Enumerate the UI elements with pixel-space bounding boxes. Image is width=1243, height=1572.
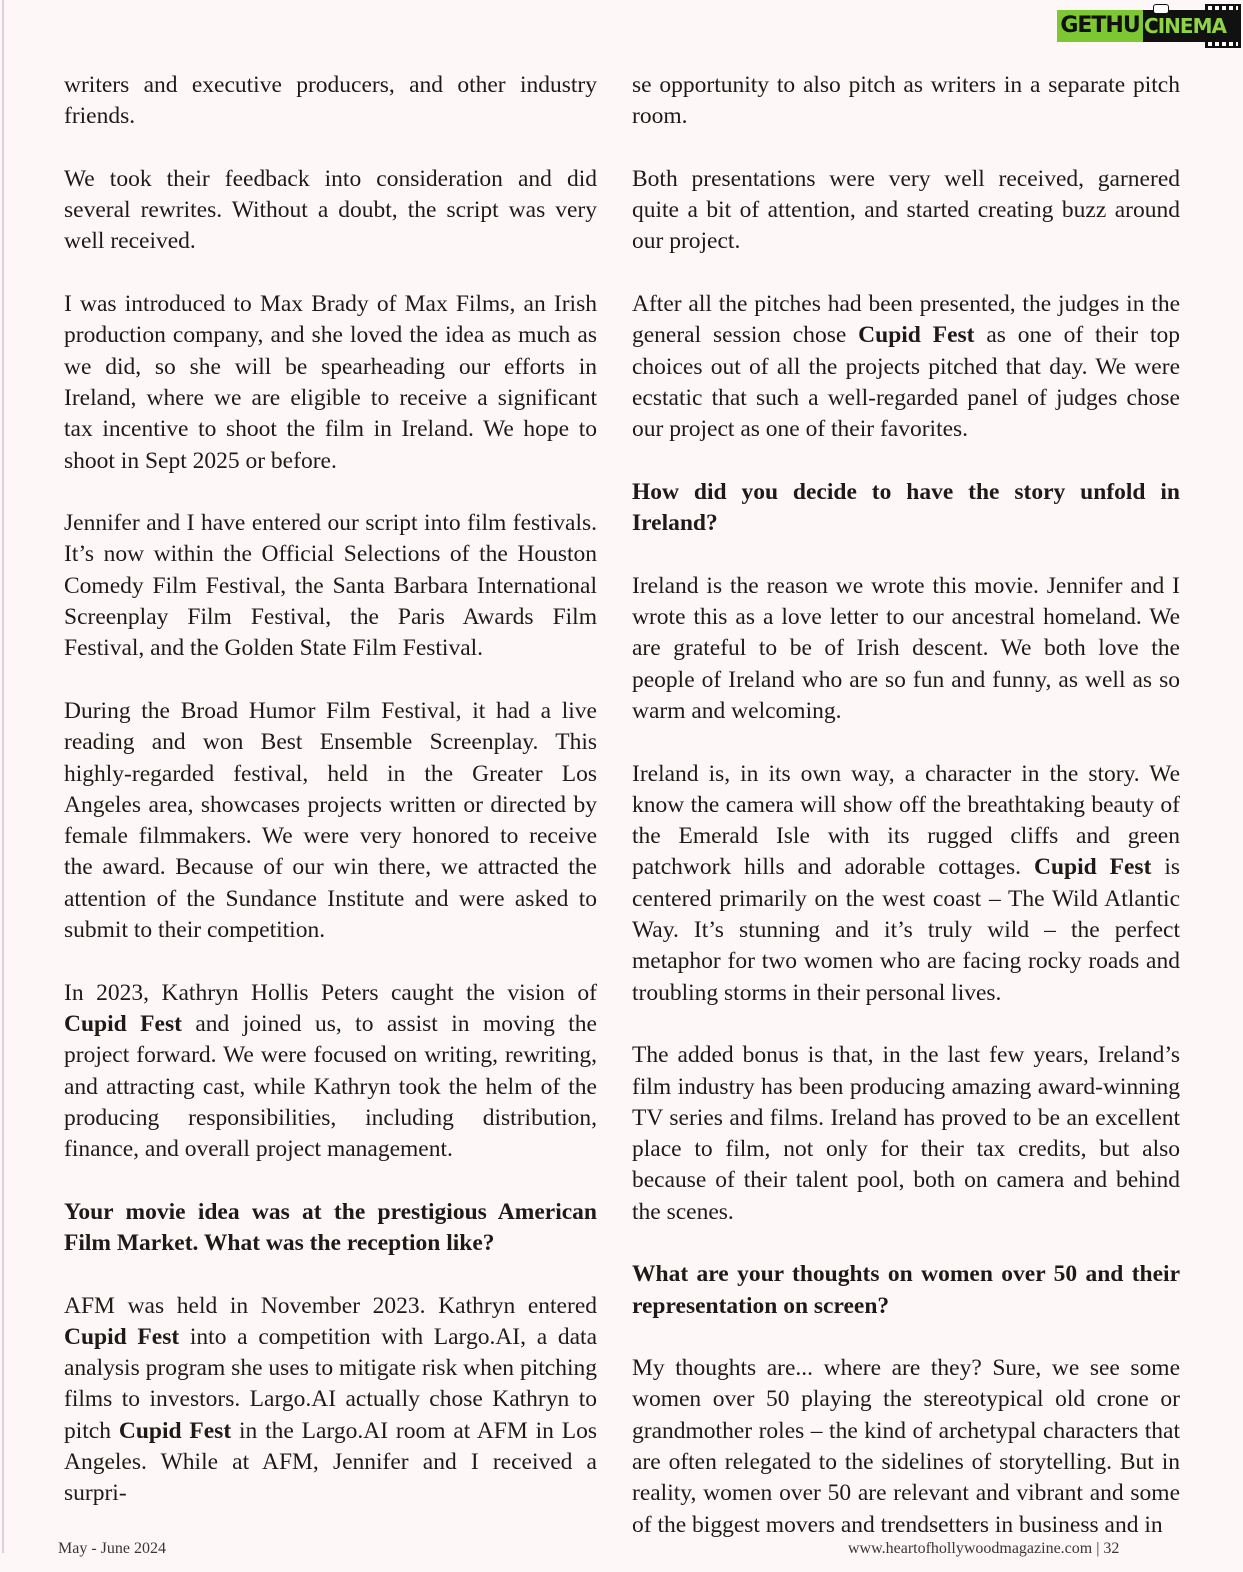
interview-question: Your movie idea was at the prestigious American Film Market. What was the reception like? [64,1198,597,1256]
article-column-left [64,70,597,1541]
footer-issue-date: May - June 2024 [58,1540,166,1557]
article-column-right [632,70,1180,1572]
footer-website-page: www.heartofhollywoodmagazine.com | 32 [848,1540,1120,1557]
title-cupid-fest: Cupid Fest [1034,854,1152,881]
paragraph: Ireland is the reason we wrote this movie. Jennifer and I wrote this as a love letter to our ancestral homeland. We are grateful to be of Irish descent. We both love the people of Ireland who are so fun and funny, as well as so warm and welcoming. [632,572,1180,724]
paragraph: In 2023, Kathryn Hollis Peters caught the vision of Cupid Fest and joined us, to assist in moving the project forward. We were focused on writing, rewriting, and attracting cast, while Kathryn took the helm of the producing responsibilities, including distribution, finance, and overall project management. [64,979,597,1163]
interview-question: What are your thoughts on women over 50 and their representation on screen? [632,1261,1180,1319]
paragraph: writers and executive producers, and other industry friends. [64,72,597,130]
title-cupid-fest: Cupid Fest [118,1417,232,1444]
paragraph: We took their feedback into consideration and did several rewrites. Without a doubt, the script was very well received. [64,165,597,255]
gethu-cinema-logo [1057,4,1243,48]
logo-text-gethu: GETHU [1057,10,1143,42]
paragraph: My thoughts are... where are they? Sure, we see some women over 50 playing the stereotypical old crone or grandmother roles – the kind of archetypal characters that are often relegated to the sidelines of storytelling. But in reality, women over 50 are relevant and vibrant and some of the biggest movers and trendsetters in business and in [632,1355,1180,1538]
page-edge-line [2,0,4,1553]
paragraph: AFM was held in November 2023. Kathryn entered Cupid Fest into a competition with Largo.AI, a data analysis program she uses to mitigate risk when pitching films to investors. Largo.AI actually chose Kathryn to pitch Cupid Fest in the Largo.AI room at AFM in Los Angeles. While at AFM, Jennifer and I received a surpri- [64,1292,598,1507]
logo-text-cinema: CINEMA [1143,10,1227,42]
title-cupid-fest: Cupid Fest [64,1323,180,1350]
interview-question: How did you decide to have the story unfold in Ireland? [632,478,1180,537]
title-cupid-fest: Cupid Fest [858,322,975,349]
paragraph: Ireland is, in its own way, a character in the story. We know the camera will show off the breathtaking beauty of the Emerald Isle with its rugged cliffs and green patchwork hills and adorable cottages. Cupid Fest is centered primarily on the west coast – The Wild Atlantic Way. It’s stunning and it’s truly wild – the perfect metaphor for two women who are facing rocky roads and troubling storms in their personal lives. [632,760,1180,1006]
paragraph: Jennifer and I have entered our script into film festivals. It’s now within the Official Selections of the Houston Comedy Film Festival, the Santa Barbara International Screenplay Film Festival, the Paris Awards Film Festival, and the Golden State Film Festival. [64,510,597,662]
paragraph: se opportunity to also pitch as writers in a separate pitch room. [632,72,1180,130]
paragraph: After all the pitches had been presented, the judges in the general session chose Cupid Fest as one of their top choices out of all the projects pitched that day. We were ecstatic that such a well-regarded panel of judges chose our project as one of their favorites. [632,291,1180,443]
paragraph: During the Broad Humor Film Festival, it had a live reading and won Best Ensemble Screenplay. This highly-regarded festival, held in the Greater Los Angeles area, showcases projects written or directed by female filmmakers. We were very honored to receive the award. Because of our win there, we attracted the attention of the Sundance Institute and were asked to submit to their competition. [64,697,597,944]
paragraph: Both presentations were very well received, garnered quite a bit of attention, and started creating buzz around our project. [632,165,1180,255]
title-cupid-fest: Cupid Fest [64,1010,182,1037]
paragraph: I was introduced to Max Brady of Max Films, an Irish production company, and she loved the idea as much as we did, so she will be spearheading our efforts in Ireland, where we are eligible to receive a significant tax incentive to shoot the film in Ireland. We hope to shoot in Sept 2025 or before. [64,291,597,474]
camera-icon [1153,4,1169,14]
paragraph: The added bonus is that, in the last few years, Ireland’s film industry has been producing amazing award-winning TV series and films. Ireland has proved to be an excellent place to film, not only for their tax credits, but also because of their talent pool, both on camera and behind the scenes. [632,1042,1180,1225]
